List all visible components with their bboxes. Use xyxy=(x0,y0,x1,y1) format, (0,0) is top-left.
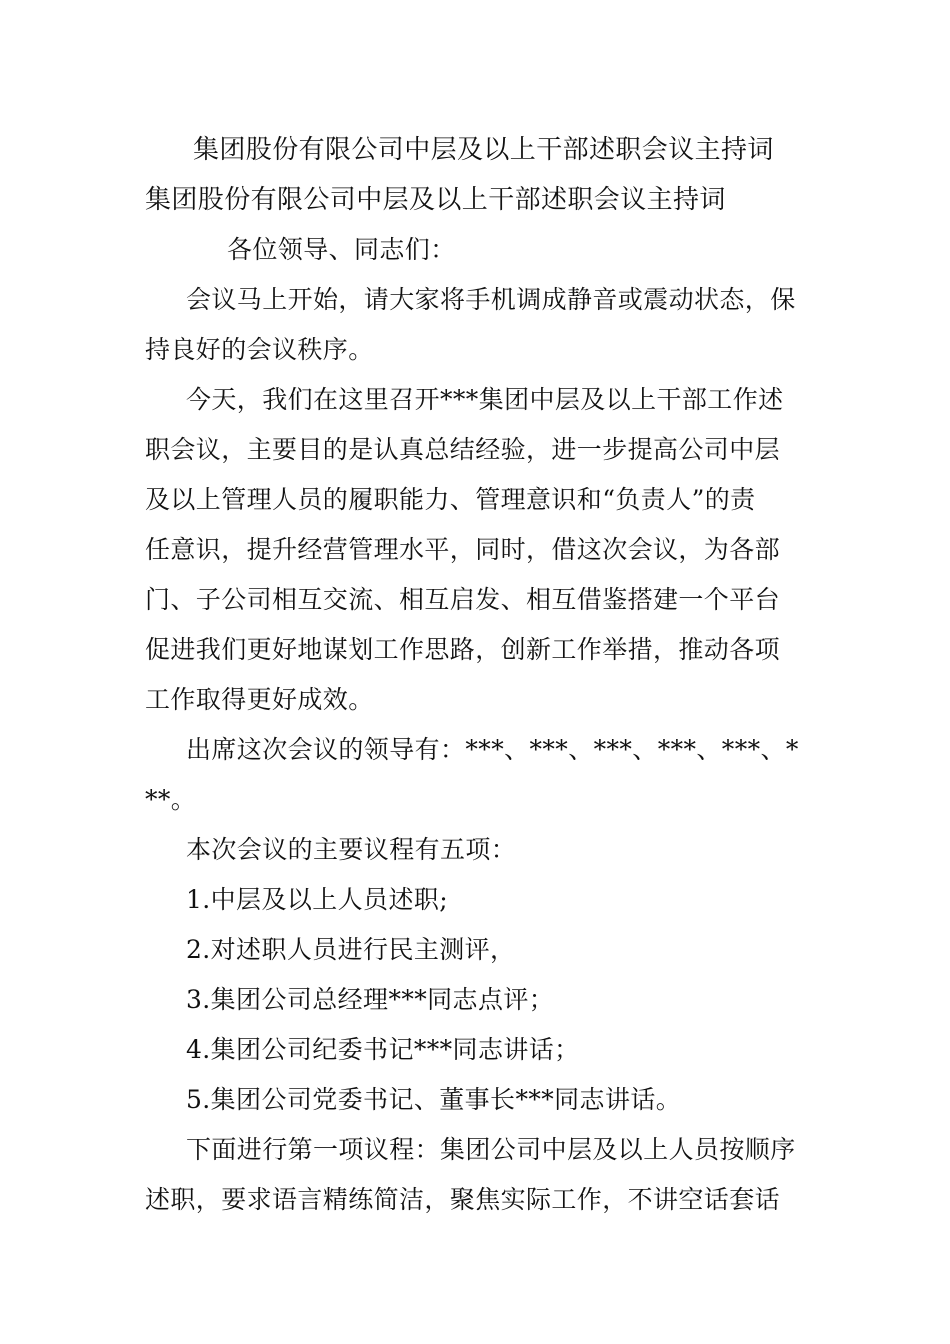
document-title: 集团股份有限公司中层及以上干部述职会议主持词 xyxy=(193,135,774,165)
paragraph-line: 职会议，主要目的是认真总结经验，进一步提高公司中层 xyxy=(145,435,781,464)
paragraph-line: 持良好的会议秩序。 xyxy=(145,335,374,364)
document-subtitle: 集团股份有限公司中层及以上干部述职会议主持词 xyxy=(145,185,726,215)
paragraph-line: 述职，要求语言精练简洁，聚焦实际工作，不讲空话套话 xyxy=(145,1185,781,1214)
paragraph-line: 会议马上开始，请大家将手机调成静音或震动状态，保 xyxy=(186,285,796,314)
agenda-item: 5.集团公司党委书记、董事长***同志讲话。 xyxy=(186,1085,682,1114)
paragraph-line: 工作取得更好成效。 xyxy=(145,685,374,714)
agenda-item: 1.中层及以上人员述职; xyxy=(186,885,449,914)
greeting-line: 各位领导、同志们： xyxy=(227,235,456,264)
paragraph-line: 下面进行第一项议程：集团公司中层及以上人员按顺序 xyxy=(186,1135,796,1164)
paragraph-line: 本次会议的主要议程有五项： xyxy=(186,835,517,864)
agenda-item: 4.集团公司纪委书记***同志讲话； xyxy=(186,1035,580,1064)
paragraph-line: 促进我们更好地谋划工作思路，创新工作举措，推动各项 xyxy=(145,635,781,664)
agenda-item: 2.对述职人员进行民主测评， xyxy=(186,935,516,964)
paragraph-line: 及以上管理人员的履职能力、管理意识和“负责人”的责 xyxy=(145,485,756,514)
paragraph-line: 今天，我们在这里召开***集团中层及以上干部工作述 xyxy=(186,385,784,414)
paragraph-line: 任意识，提升经营管理水平，同时，借这次会议，为各部 xyxy=(145,535,781,564)
paragraph-line: 门、子公司相互交流、相互启发、相互借鉴搭建一个平台 xyxy=(145,585,781,614)
paragraph-line: 出席这次会议的领导有：***、***、***、***、***、* xyxy=(186,735,799,764)
agenda-item: 3.集团公司总经理***同志点评； xyxy=(186,985,555,1014)
paragraph-line: **。 xyxy=(145,785,197,814)
